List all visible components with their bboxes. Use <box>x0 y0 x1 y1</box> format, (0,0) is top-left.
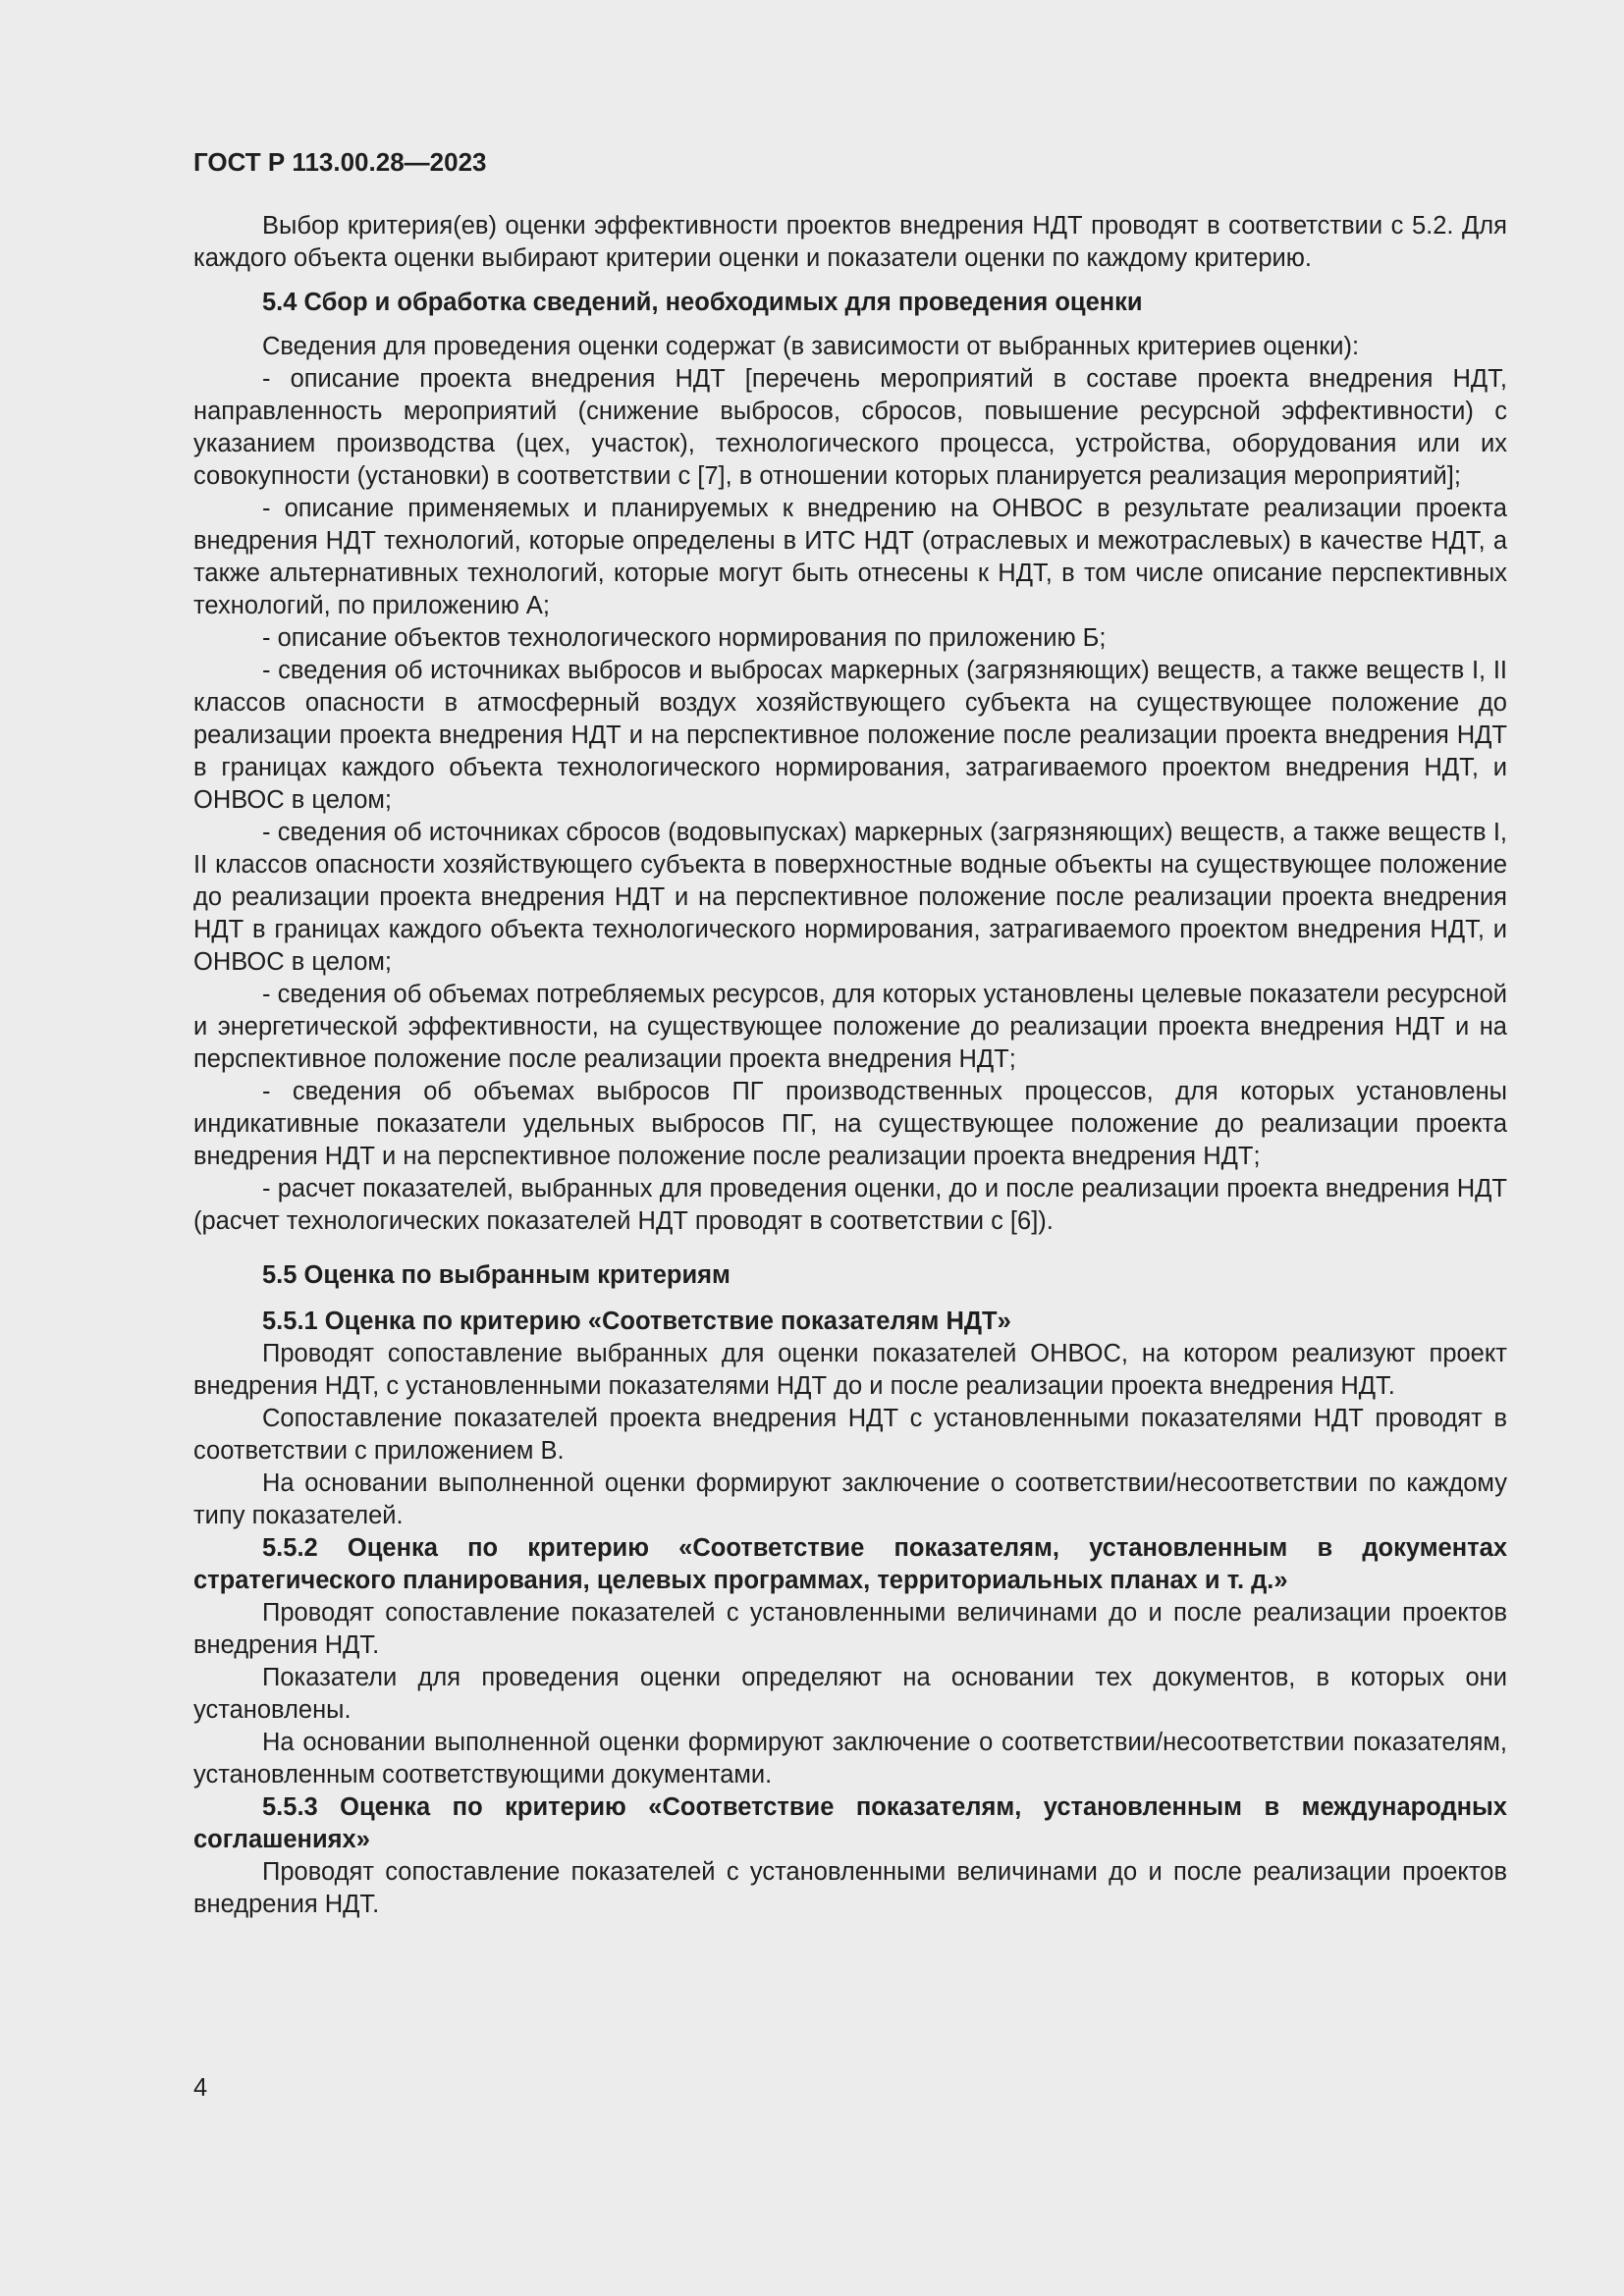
section-5-5-2-paragraph: На основании выполненной оценки формируют заключение о соответствии/несоответствии показателям, установленным соответствующими документами. <box>193 1729 1507 1789</box>
section-5-4-item: - описание проекта внедрения НДТ [перечень мероприятий в составе проекта внедрения НДТ, направленность мероприятий (снижение выбросов, сбросов, повышение ресурсной эффективности) с указанием производства (цех, участок), технологического процесса, устройства, оборудования или их совокупности (установки) в соответствии с [7], в отношении которых планируется реализация мероприятий]; <box>193 365 1507 490</box>
section-5-5-3-paragraph: Проводят сопоставление показателей с установленными величинами до и после реализации проектов внедрения НДТ. <box>193 1858 1507 1918</box>
section-5-5-1-paragraph: Проводят сопоставление выбранных для оценки показателей ОНВОС, на котором реализуют проект внедрения НДТ, с установленными показателями НДТ до и после реализации проекта внедрения НДТ. <box>193 1340 1507 1400</box>
section-5-5-heading: 5.5 Оценка по выбранным критериям <box>262 1261 731 1289</box>
section-5-5-2-paragraph: Показатели для проведения оценки определяют на основании тех документов, в которых они установлены. <box>193 1664 1507 1724</box>
section-5-4-item: - описание объектов технологического нормирования по приложению Б; <box>262 624 1107 652</box>
section-5-5-2-paragraph: Проводят сопоставление показателей с установленными величинами до и после реализации проектов внедрения НДТ. <box>193 1599 1507 1659</box>
section-5-4-item: - описание применяемых и планируемых к внедрению на ОНВОС в результате реализации проекта внедрения НДТ технологий, которые определены в ИТС НДТ (отраслевых и межотраслевых) в качестве НДТ, а также альтернативных технологий, которые могут быть отнесены к НДТ, в том числе описание перспективных технологий, по приложению А; <box>193 495 1507 619</box>
section-5-4-item: - сведения об источниках выбросов и выбросах маркерных (загрязняющих) веществ, а также веществ I, II классов опасности в атмосферный воздух хозяйствующего субъекта на существующее положение до реализации проекта внедрения НДТ и на перспективное положение после реализации проекта внедрения НДТ в границах каждого объекта технологического нормирования, затрагиваемого проектом внедрения НДТ, и ОНВОС в целом; <box>193 657 1507 814</box>
section-5-5-1-paragraph: Сопоставление показателей проекта внедрения НДТ с установленными показателями НДТ проводят в соответствии с приложением В. <box>193 1405 1507 1465</box>
section-5-4-item: - сведения об объемах выбросов ПГ производственных процессов, для которых установлены индикативные показатели удельных выбросов ПГ, на существующее положение до реализации проекта внедрения НДТ и на перспективное положение после реализации проекта внедрения НДТ; <box>193 1078 1507 1170</box>
intro-paragraph: Выбор критерия(ев) оценки эффективности проектов внедрения НДТ проводят в соответствии с 5.2. Для каждого объекта оценки выбирают критерии оценки и показатели оценки по каждому критерию. <box>193 212 1507 272</box>
document-page <box>193 143 1507 1921</box>
section-5-4-item: - сведения об источниках сбросов (водовыпусках) маркерных (загрязняющих) веществ, а также веществ I, II классов опасности хозяйствующего субъекта в поверхностные водные объекты на существующее положение до реализации проекта внедрения НДТ и на перспективное положение после реализации проекта внедрения НДТ в границах каждого объекта технологического нормирования, затрагиваемого проектом внедрения НДТ, и ОНВОС в целом; <box>193 819 1507 976</box>
section-5-4-item: - расчет показателей, выбранных для проведения оценки, до и после реализации проекта внедрения НДТ (расчет технологических показателей НДТ проводят в соответствии с [6]). <box>193 1175 1507 1235</box>
section-5-4-heading: 5.4 Сбор и обработка сведений, необходимых для проведения оценки <box>262 289 1143 316</box>
page-number: 4 <box>193 2074 208 2102</box>
section-5-4-lead: Сведения для проведения оценки содержат (в зависимости от выбранных критериев оценки): <box>262 333 1360 360</box>
section-5-5-1-heading: 5.5.1 Оценка по критерию «Соответствие показателям НДТ» <box>262 1308 1011 1335</box>
document-header: ГОСТ Р 113.00.28—2023 <box>193 147 487 177</box>
section-5-5-1-paragraph: На основании выполненной оценки формируют заключение о соответствии/несоответствии по каждому типу показателей. <box>193 1469 1507 1529</box>
section-5-5-2-heading: 5.5.2 Оценка по критерию «Соответствие показателям, установленным в документах стратегического планирования, целевых программах, территориальных планах и т. д.» <box>193 1534 1507 1594</box>
section-5-5-3-heading: 5.5.3 Оценка по критерию «Соответствие показателям, установленным в международных соглашениях» <box>193 1793 1507 1853</box>
section-5-4-item: - сведения об объемах потребляемых ресурсов, для которых установлены целевые показатели ресурсной и энергетической эффективности, на существующее положение до реализации проекта внедрения НДТ и на перспективное положение после реализации проекта внедрения НДТ; <box>193 981 1507 1073</box>
